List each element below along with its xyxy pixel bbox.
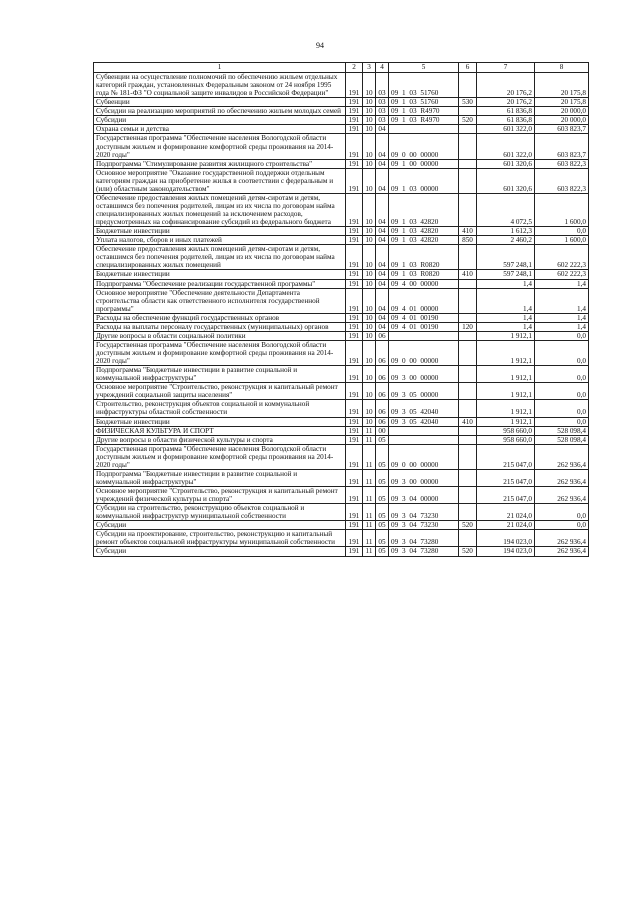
amount-year-2-cell: 603 823,7: [535, 125, 589, 134]
expense-name-cell: Государственная программа "Обеспечение населения Вологодской области доступным жильем и формирование комфортной среды проживания на 2014-2020 годы": [94, 340, 346, 365]
ministry-code-cell: 191: [346, 426, 363, 435]
subsection-code-cell: 05: [376, 530, 389, 547]
expense-type-cell: [459, 168, 477, 193]
subsection-code-cell: 04: [376, 193, 389, 226]
ministry-code-cell: 191: [346, 313, 363, 322]
amount-year-1-cell: 597 248,1: [477, 245, 535, 270]
subsection-code-cell: 04: [376, 270, 389, 279]
amount-year-2-cell: 1 600,0: [535, 193, 589, 226]
table-row: [94, 236, 589, 245]
amount-year-1-cell: 1 912,1: [477, 366, 535, 383]
target-article-cell: [389, 125, 459, 134]
ministry-code-cell: 191: [346, 530, 363, 547]
section-code-cell: 10: [363, 159, 376, 168]
ministry-code-cell: 191: [346, 73, 363, 98]
table-row: [94, 469, 589, 486]
expense-type-cell: [459, 331, 477, 340]
table-row: [94, 322, 589, 331]
column-header: 8: [535, 63, 589, 73]
amount-year-2-cell: 1,4: [535, 313, 589, 322]
table-row: [94, 245, 589, 270]
ministry-code-cell: 191: [346, 116, 363, 125]
target-article-cell: 09 4 01 00190: [389, 322, 459, 331]
page-number: 94: [316, 41, 324, 50]
ministry-code-cell: 191: [346, 504, 363, 521]
section-code-cell: 10: [363, 107, 376, 116]
expense-name-cell: Основное мероприятие "Строительство, реконструкция и капитальный ремонт учреждений социальной защиты населения": [94, 383, 346, 400]
expense-name-cell: Подпрограмма "Бюджетные инвестиции в развитие социальной и коммунальной инфраструктуры": [94, 366, 346, 383]
amount-year-1-cell: 958 660,0: [477, 435, 535, 444]
expense-type-cell: 520: [459, 547, 477, 556]
amount-year-2-cell: 0,0: [535, 400, 589, 417]
expense-type-cell: [459, 340, 477, 365]
subsection-code-cell: 05: [376, 504, 389, 521]
amount-year-2-cell: 262 936,4: [535, 547, 589, 556]
ministry-code-cell: 191: [346, 469, 363, 486]
subsection-code-cell: 04: [376, 288, 389, 313]
table-row: [94, 383, 589, 400]
expense-name-cell: Уплата налогов, сборов и иных платежей: [94, 236, 346, 245]
target-article-cell: 09 3 04 73280: [389, 530, 459, 547]
target-article-cell: 09 1 03 42820: [389, 236, 459, 245]
expense-name-cell: Основное мероприятие "Оказание государственной поддержки отдельным категориям граждан на приобретение жилья в соответствии с федеральным и (или) областным законодательством": [94, 168, 346, 193]
table-row: [94, 340, 589, 365]
section-code-cell: 10: [363, 279, 376, 288]
target-article-cell: 09 1 03 R4970: [389, 107, 459, 116]
section-code-cell: 10: [363, 331, 376, 340]
amount-year-1-cell: 4 072,5: [477, 193, 535, 226]
amount-year-2-cell: 603 822,3: [535, 168, 589, 193]
amount-year-2-cell: 20 175,8: [535, 73, 589, 98]
expense-type-cell: [459, 159, 477, 168]
expense-name-cell: Расходы на обеспечение функций государственных органов: [94, 313, 346, 322]
table-row: [94, 435, 589, 444]
expense-type-cell: [459, 279, 477, 288]
table-row: [94, 288, 589, 313]
amount-year-1-cell: 1 912,1: [477, 340, 535, 365]
expense-name-cell: Бюджетные инвестиции: [94, 417, 346, 426]
amount-year-1-cell: 601 322,0: [477, 125, 535, 134]
target-article-cell: [389, 435, 459, 444]
amount-year-2-cell: 262 936,4: [535, 487, 589, 504]
subsection-code-cell: 04: [376, 227, 389, 236]
amount-year-1-cell: 958 660,0: [477, 426, 535, 435]
target-article-cell: 09 1 03 R0820: [389, 270, 459, 279]
amount-year-1-cell: 601 320,6: [477, 159, 535, 168]
expense-type-cell: [459, 125, 477, 134]
expense-name-cell: Обеспечение предоставления жилых помещений детям-сиротам и детям, оставшимся без попечения родителей, лицам из их числа по договорам найма специализированных жилых помещений за исключением расходов, предусмотренных на софинансирование субсидий из федерального бюджета: [94, 193, 346, 226]
amount-year-1-cell: 21 024,0: [477, 504, 535, 521]
section-code-cell: 11: [363, 435, 376, 444]
expense-name-cell: Основное мероприятие "Обеспечение деятельности Департамента строительства области как ответственного исполнителя государственной программы": [94, 288, 346, 313]
section-code-cell: 11: [363, 547, 376, 556]
expense-name-cell: Субвенции: [94, 98, 346, 107]
target-article-cell: 09 3 05 42040: [389, 417, 459, 426]
section-code-cell: 10: [363, 400, 376, 417]
expense-type-cell: [459, 444, 477, 469]
table-row: [94, 159, 589, 168]
amount-year-2-cell: 602 222,3: [535, 245, 589, 270]
expense-type-cell: [459, 400, 477, 417]
ministry-code-cell: 191: [346, 270, 363, 279]
amount-year-2-cell: 262 936,4: [535, 469, 589, 486]
expense-name-cell: Подпрограмма "Обеспечение реализации государственной программы": [94, 279, 346, 288]
amount-year-1-cell: 1,4: [477, 322, 535, 331]
ministry-code-cell: 191: [346, 159, 363, 168]
expense-type-cell: 530: [459, 98, 477, 107]
section-code-cell: 11: [363, 444, 376, 469]
amount-year-2-cell: 0,0: [535, 504, 589, 521]
target-article-cell: 09 3 00 00000: [389, 366, 459, 383]
section-code-cell: 10: [363, 288, 376, 313]
ministry-code-cell: 191: [346, 435, 363, 444]
subsection-code-cell: 03: [376, 107, 389, 116]
section-code-cell: 10: [363, 193, 376, 226]
ministry-code-cell: 191: [346, 236, 363, 245]
target-article-cell: 09 1 03 00000: [389, 168, 459, 193]
amount-year-2-cell: 603 823,7: [535, 134, 589, 159]
ministry-code-cell: 191: [346, 487, 363, 504]
target-article-cell: 09 3 04 73230: [389, 521, 459, 530]
table-row: [94, 426, 589, 435]
expense-name-cell: Субсидии: [94, 547, 346, 556]
section-code-cell: 10: [363, 116, 376, 125]
amount-year-2-cell: 603 822,3: [535, 159, 589, 168]
target-article-cell: 09 1 03 42820: [389, 227, 459, 236]
expense-type-cell: [459, 435, 477, 444]
table-row: [94, 134, 589, 159]
budget-table: [93, 62, 589, 557]
amount-year-1-cell: 597 248,1: [477, 270, 535, 279]
section-code-cell: 11: [363, 504, 376, 521]
expense-name-cell: Охрана семьи и детства: [94, 125, 346, 134]
expense-type-cell: [459, 383, 477, 400]
subsection-code-cell: 04: [376, 313, 389, 322]
amount-year-2-cell: 262 936,4: [535, 444, 589, 469]
amount-year-2-cell: 0,0: [535, 340, 589, 365]
ministry-code-cell: 191: [346, 521, 363, 530]
subsection-code-cell: 03: [376, 98, 389, 107]
expense-name-cell: Субсидии на строительство, реконструкцию объектов социальной и коммунальной инфраструктур муниципальной собственности: [94, 504, 346, 521]
subsection-code-cell: 06: [376, 331, 389, 340]
target-article-cell: 09 1 00 00000: [389, 159, 459, 168]
section-code-cell: 10: [363, 73, 376, 98]
section-code-cell: 11: [363, 487, 376, 504]
expense-type-cell: [459, 504, 477, 521]
expense-name-cell: Строительство, реконструкция объектов социальной и коммунальной инфраструктуры областной собственности: [94, 400, 346, 417]
ministry-code-cell: 191: [346, 134, 363, 159]
expense-type-cell: [459, 107, 477, 116]
expense-type-cell: 120: [459, 322, 477, 331]
amount-year-2-cell: 0,0: [535, 366, 589, 383]
amount-year-2-cell: 20 175,8: [535, 98, 589, 107]
target-article-cell: 09 3 00 00000: [389, 469, 459, 486]
amount-year-2-cell: 1,4: [535, 279, 589, 288]
table-row: [94, 400, 589, 417]
section-code-cell: 11: [363, 521, 376, 530]
amount-year-2-cell: 0,0: [535, 227, 589, 236]
ministry-code-cell: 191: [346, 279, 363, 288]
target-article-cell: 09 1 03 51760: [389, 98, 459, 107]
table-row: [94, 116, 589, 125]
subsection-code-cell: 06: [376, 366, 389, 383]
table-row: [94, 73, 589, 98]
expense-type-cell: 520: [459, 521, 477, 530]
amount-year-2-cell: 20 000,0: [535, 116, 589, 125]
target-article-cell: 09 4 01 00000: [389, 288, 459, 313]
subsection-code-cell: 06: [376, 383, 389, 400]
ministry-code-cell: 191: [346, 98, 363, 107]
column-header: 1: [94, 63, 346, 73]
table-row: [94, 366, 589, 383]
expense-name-cell: ФИЗИЧЕСКАЯ КУЛЬТУРА И СПОРТ: [94, 426, 346, 435]
target-article-cell: [389, 331, 459, 340]
target-article-cell: [389, 426, 459, 435]
expense-name-cell: Субвенции на осуществление полномочий по обеспечению жильем отдельных категорий граждан, установленных Федеральным законом от 24 ноября 1995 года № 181-ФЗ "О социальной защите инвалидов в Российской Федерации": [94, 73, 346, 98]
target-article-cell: 09 1 03 42820: [389, 193, 459, 226]
target-article-cell: 09 3 04 73280: [389, 547, 459, 556]
section-code-cell: 11: [363, 426, 376, 435]
subsection-code-cell: 04: [376, 168, 389, 193]
amount-year-2-cell: 262 936,4: [535, 530, 589, 547]
table-row: [94, 107, 589, 116]
expense-name-cell: Государственная программа "Обеспечение населения Вологодской области доступным жильем и формирование комфортной среды проживания на 2014-2020 годы": [94, 134, 346, 159]
amount-year-1-cell: 1 912,1: [477, 400, 535, 417]
expense-type-cell: 850: [459, 236, 477, 245]
table-row: [94, 270, 589, 279]
target-article-cell: 09 4 00 00000: [389, 279, 459, 288]
expense-type-cell: [459, 313, 477, 322]
table-row: [94, 193, 589, 226]
subsection-code-cell: 04: [376, 322, 389, 331]
expense-type-cell: [459, 288, 477, 313]
column-header: 7: [477, 63, 535, 73]
column-header: 4: [376, 63, 389, 73]
ministry-code-cell: 191: [346, 168, 363, 193]
ministry-code-cell: 191: [346, 245, 363, 270]
section-code-cell: 10: [363, 168, 376, 193]
ministry-code-cell: 191: [346, 547, 363, 556]
section-code-cell: 10: [363, 340, 376, 365]
ministry-code-cell: 191: [346, 444, 363, 469]
expense-type-cell: [459, 245, 477, 270]
expense-name-cell: Подпрограмма "Бюджетные инвестиции в развитие социальной и коммунальной инфраструктуры": [94, 469, 346, 486]
subsection-code-cell: 05: [376, 435, 389, 444]
expense-name-cell: Субсидии на проектирование, строительство, реконструкцию и капитальный ремонт объектов социальной инфраструктуры муниципальной собственности: [94, 530, 346, 547]
ministry-code-cell: 191: [346, 400, 363, 417]
subsection-code-cell: 06: [376, 417, 389, 426]
amount-year-1-cell: 601 320,6: [477, 168, 535, 193]
amount-year-2-cell: 0,0: [535, 383, 589, 400]
target-article-cell: 09 3 04 73230: [389, 504, 459, 521]
section-code-cell: 11: [363, 469, 376, 486]
expense-name-cell: Субсидии на реализацию мероприятий по обеспечению жильем молодых семей: [94, 107, 346, 116]
subsection-code-cell: 04: [376, 159, 389, 168]
table-row: [94, 227, 589, 236]
table-row: [94, 487, 589, 504]
section-code-cell: 10: [363, 134, 376, 159]
subsection-code-cell: 05: [376, 547, 389, 556]
subsection-code-cell: 06: [376, 340, 389, 365]
expense-type-cell: [459, 193, 477, 226]
expense-name-cell: Бюджетные инвестиции: [94, 270, 346, 279]
amount-year-2-cell: 0,0: [535, 417, 589, 426]
expense-type-cell: 410: [459, 270, 477, 279]
target-article-cell: 09 0 00 00000: [389, 134, 459, 159]
expense-name-cell: Основное мероприятие "Строительство, реконструкция и капитальный ремонт учреждений физической культуры и спорта": [94, 487, 346, 504]
subsection-code-cell: 03: [376, 116, 389, 125]
expense-type-cell: [459, 487, 477, 504]
subsection-code-cell: 03: [376, 73, 389, 98]
amount-year-1-cell: 21 024,0: [477, 521, 535, 530]
target-article-cell: 09 0 00 00000: [389, 340, 459, 365]
amount-year-2-cell: 602 222,3: [535, 270, 589, 279]
section-code-cell: 11: [363, 530, 376, 547]
section-code-cell: 10: [363, 125, 376, 134]
amount-year-1-cell: 61 836,8: [477, 107, 535, 116]
expense-type-cell: 410: [459, 417, 477, 426]
ministry-code-cell: 191: [346, 193, 363, 226]
subsection-code-cell: 05: [376, 487, 389, 504]
amount-year-1-cell: 1,4: [477, 279, 535, 288]
amount-year-1-cell: 1 912,1: [477, 417, 535, 426]
target-article-cell: 09 0 00 00000: [389, 444, 459, 469]
subsection-code-cell: 06: [376, 400, 389, 417]
table-row: [94, 521, 589, 530]
table-row: [94, 417, 589, 426]
amount-year-1-cell: 194 023,0: [477, 530, 535, 547]
amount-year-2-cell: 0,0: [535, 521, 589, 530]
amount-year-1-cell: 61 836,8: [477, 116, 535, 125]
section-code-cell: 10: [363, 98, 376, 107]
amount-year-1-cell: 2 460,2: [477, 236, 535, 245]
table-row: [94, 313, 589, 322]
column-header: 3: [363, 63, 376, 73]
ministry-code-cell: 191: [346, 383, 363, 400]
section-code-cell: 10: [363, 417, 376, 426]
section-code-cell: 10: [363, 227, 376, 236]
section-code-cell: 10: [363, 383, 376, 400]
subsection-code-cell: 05: [376, 521, 389, 530]
target-article-cell: 09 1 03 51760: [389, 73, 459, 98]
expense-type-cell: [459, 530, 477, 547]
amount-year-1-cell: 20 176,2: [477, 98, 535, 107]
amount-year-2-cell: 1,4: [535, 322, 589, 331]
section-code-cell: 10: [363, 236, 376, 245]
expense-type-cell: [459, 73, 477, 98]
table-row: [94, 530, 589, 547]
amount-year-2-cell: 0,0: [535, 331, 589, 340]
subsection-code-cell: 05: [376, 444, 389, 469]
subsection-code-cell: 00: [376, 426, 389, 435]
section-code-cell: 10: [363, 313, 376, 322]
ministry-code-cell: 191: [346, 107, 363, 116]
target-article-cell: 09 1 03 R4970: [389, 116, 459, 125]
ministry-code-cell: 191: [346, 331, 363, 340]
table-row: [94, 331, 589, 340]
amount-year-1-cell: 1 612,3: [477, 227, 535, 236]
table-row: [94, 125, 589, 134]
amount-year-1-cell: 215 047,0: [477, 444, 535, 469]
table-header-row: [94, 63, 589, 73]
ministry-code-cell: 191: [346, 417, 363, 426]
amount-year-2-cell: 528 098,4: [535, 435, 589, 444]
amount-year-2-cell: 1,4: [535, 288, 589, 313]
amount-year-1-cell: 1 912,1: [477, 331, 535, 340]
expense-type-cell: 410: [459, 227, 477, 236]
amount-year-2-cell: 1 600,0: [535, 236, 589, 245]
section-code-cell: 10: [363, 270, 376, 279]
table-row: [94, 168, 589, 193]
table-row: [94, 547, 589, 556]
subsection-code-cell: 05: [376, 469, 389, 486]
target-article-cell: 09 3 05 42040: [389, 400, 459, 417]
subsection-code-cell: 04: [376, 245, 389, 270]
subsection-code-cell: 04: [376, 279, 389, 288]
expense-name-cell: Другие вопросы в области социальной политики: [94, 331, 346, 340]
amount-year-1-cell: 194 023,0: [477, 547, 535, 556]
ministry-code-cell: 191: [346, 366, 363, 383]
target-article-cell: 09 1 03 R0820: [389, 245, 459, 270]
column-header: 2: [346, 63, 363, 73]
expense-name-cell: Субсидии: [94, 116, 346, 125]
expense-type-cell: [459, 366, 477, 383]
expense-name-cell: Обеспечение предоставления жилых помещений детям-сиротам и детям, оставшимся без попечения родителей, лицам из их числа по договорам найма специализированных жилых помещений: [94, 245, 346, 270]
column-header: 6: [459, 63, 477, 73]
amount-year-2-cell: 20 000,0: [535, 107, 589, 116]
amount-year-1-cell: 1 912,1: [477, 383, 535, 400]
expense-name-cell: Расходы на выплаты персоналу государственных (муниципальных) органов: [94, 322, 346, 331]
target-article-cell: 09 3 05 00000: [389, 383, 459, 400]
table-row: [94, 504, 589, 521]
subsection-code-cell: 04: [376, 236, 389, 245]
amount-year-1-cell: 1,4: [477, 288, 535, 313]
expense-name-cell: Подпрограмма "Стимулирование развития жилищного строительства": [94, 159, 346, 168]
expense-name-cell: Государственная программа "Обеспечение населения Вологодской области доступным жильем и формирование комфортной среды проживания на 2014-2020 годы": [94, 444, 346, 469]
column-header: 5: [389, 63, 459, 73]
ministry-code-cell: 191: [346, 288, 363, 313]
expense-type-cell: [459, 469, 477, 486]
expense-name-cell: Субсидии: [94, 521, 346, 530]
expense-name-cell: Бюджетные инвестиции: [94, 227, 346, 236]
amount-year-1-cell: 215 047,0: [477, 469, 535, 486]
target-article-cell: 09 3 04 00000: [389, 487, 459, 504]
section-code-cell: 10: [363, 245, 376, 270]
expense-type-cell: [459, 426, 477, 435]
table-row: [94, 98, 589, 107]
subsection-code-cell: 04: [376, 134, 389, 159]
expense-type-cell: 520: [459, 116, 477, 125]
section-code-cell: 10: [363, 366, 376, 383]
table-row: [94, 279, 589, 288]
ministry-code-cell: 191: [346, 125, 363, 134]
section-code-cell: 10: [363, 322, 376, 331]
target-article-cell: 09 4 01 00190: [389, 313, 459, 322]
amount-year-1-cell: 20 176,2: [477, 73, 535, 98]
subsection-code-cell: 04: [376, 125, 389, 134]
expense-type-cell: [459, 134, 477, 159]
amount-year-1-cell: 1,4: [477, 313, 535, 322]
amount-year-1-cell: 601 322,0: [477, 134, 535, 159]
amount-year-1-cell: 215 047,0: [477, 487, 535, 504]
ministry-code-cell: 191: [346, 227, 363, 236]
ministry-code-cell: 191: [346, 340, 363, 365]
ministry-code-cell: 191: [346, 322, 363, 331]
amount-year-2-cell: 528 098,4: [535, 426, 589, 435]
table-row: [94, 444, 589, 469]
expense-name-cell: Другие вопросы в области физической культуры и спорта: [94, 435, 346, 444]
